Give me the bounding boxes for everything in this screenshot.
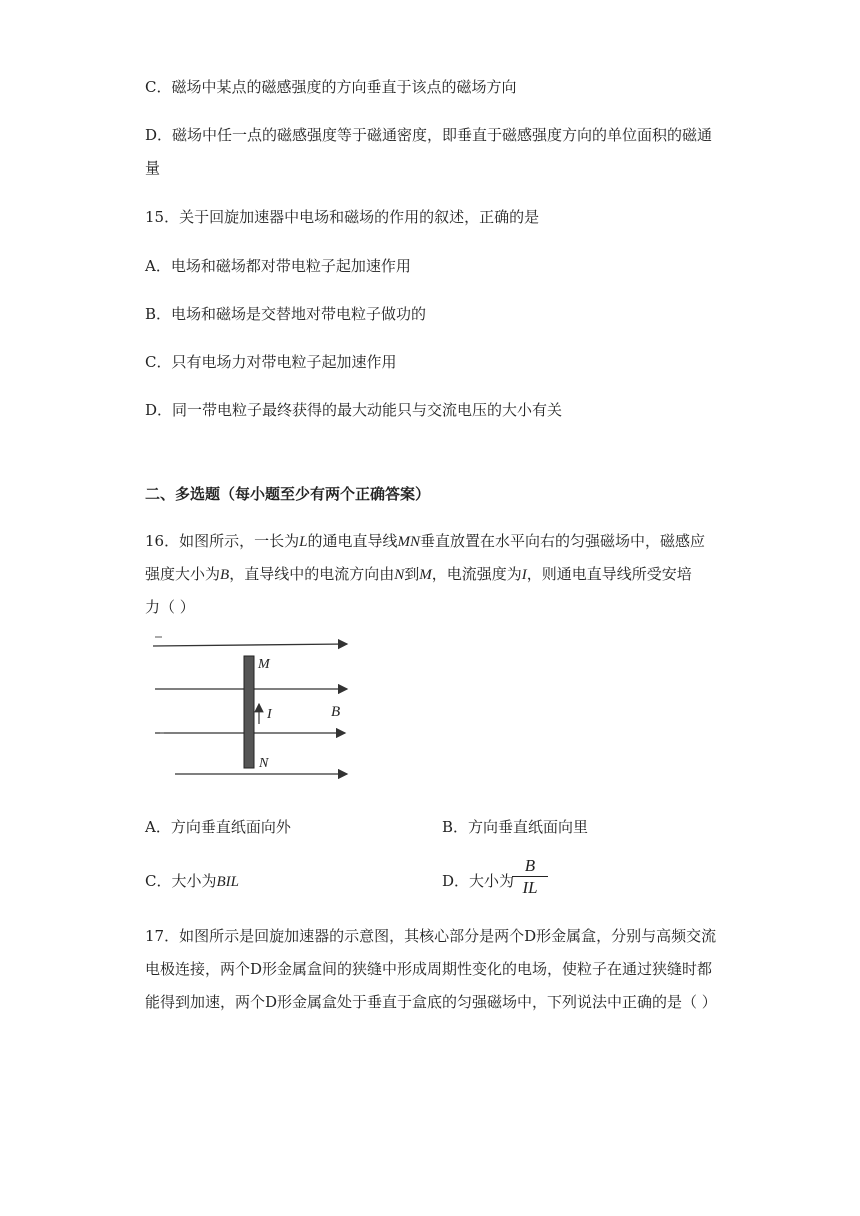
conducting-wire [244,656,254,768]
section-heading: 二、多选题（每小题至少有两个正确答案） [145,485,431,503]
q15-option-d: D．同一带电粒子最终获得的最大动能只与交流电压的大小有关 [145,401,563,419]
q16-option-c: C．大小为BIL [145,872,239,890]
label-i: I [267,707,272,722]
magnetic-field-figure [145,632,365,782]
q16-option-d-fraction [512,857,548,898]
q14-option-d-line1: D．磁场中任一点的磁感强度等于磁通密度，即垂直于磁感强度方向的单位面积的磁通 [145,126,713,144]
q16-option-b: B．方向垂直纸面向里 [442,818,589,836]
q15-option-b: B．电场和磁场是交替地对带电粒子做功的 [145,305,427,323]
q16-option-a: A．方向垂直纸面向外 [145,818,291,836]
fraction-denominator: IL [522,878,538,897]
q15-option-c: C．只有电场力对带电粒子起加速作用 [145,353,397,371]
field-line-1 [153,644,347,646]
fraction-bar [512,876,548,877]
label-b: B [331,704,341,720]
label-n: N [259,756,269,771]
q16-stem-line1: 16．如图所示，一长为L的通电直导线MN垂直放置在水平向右的匀强磁场中，磁感应 [145,532,705,550]
q17-stem-line3: 能得到加速，两个D形金属盒处于垂直于盒底的匀强磁场中，下列说法中正确的是（ ） [145,993,717,1011]
q16-stem-line2: 强度大小为B，直导线中的电流方向由N到M，电流强度为I，则通电直导线所受安培 [145,565,692,583]
q15-option-a: A．电场和磁场都对带电粒子起加速作用 [145,257,411,275]
q16-stem-line3: 力（ ） [145,598,195,616]
label-m: M [258,657,270,672]
q15-stem: 15．关于回旋加速器中电场和磁场的作用的叙述，正确的是 [145,208,540,226]
wire-field-diagram [145,632,365,782]
fraction-numerator: B [524,856,536,875]
q17-stem-line1: 17．如图所示是回旋加速器的示意图，其核心部分是两个D形金属盒，分别与高频交流 [145,927,717,945]
q17-stem-line2: 电极连接，两个D形金属盒间的狭缝中形成周期性变化的电场，使粒子在通过狭缝时都 [145,960,713,978]
q14-option-d-line2: 量 [145,159,161,177]
q16-option-d: D．大小为 [442,872,515,890]
q14-option-c: C．磁场中某点的磁感强度的方向垂直于该点的磁场方向 [145,78,517,96]
